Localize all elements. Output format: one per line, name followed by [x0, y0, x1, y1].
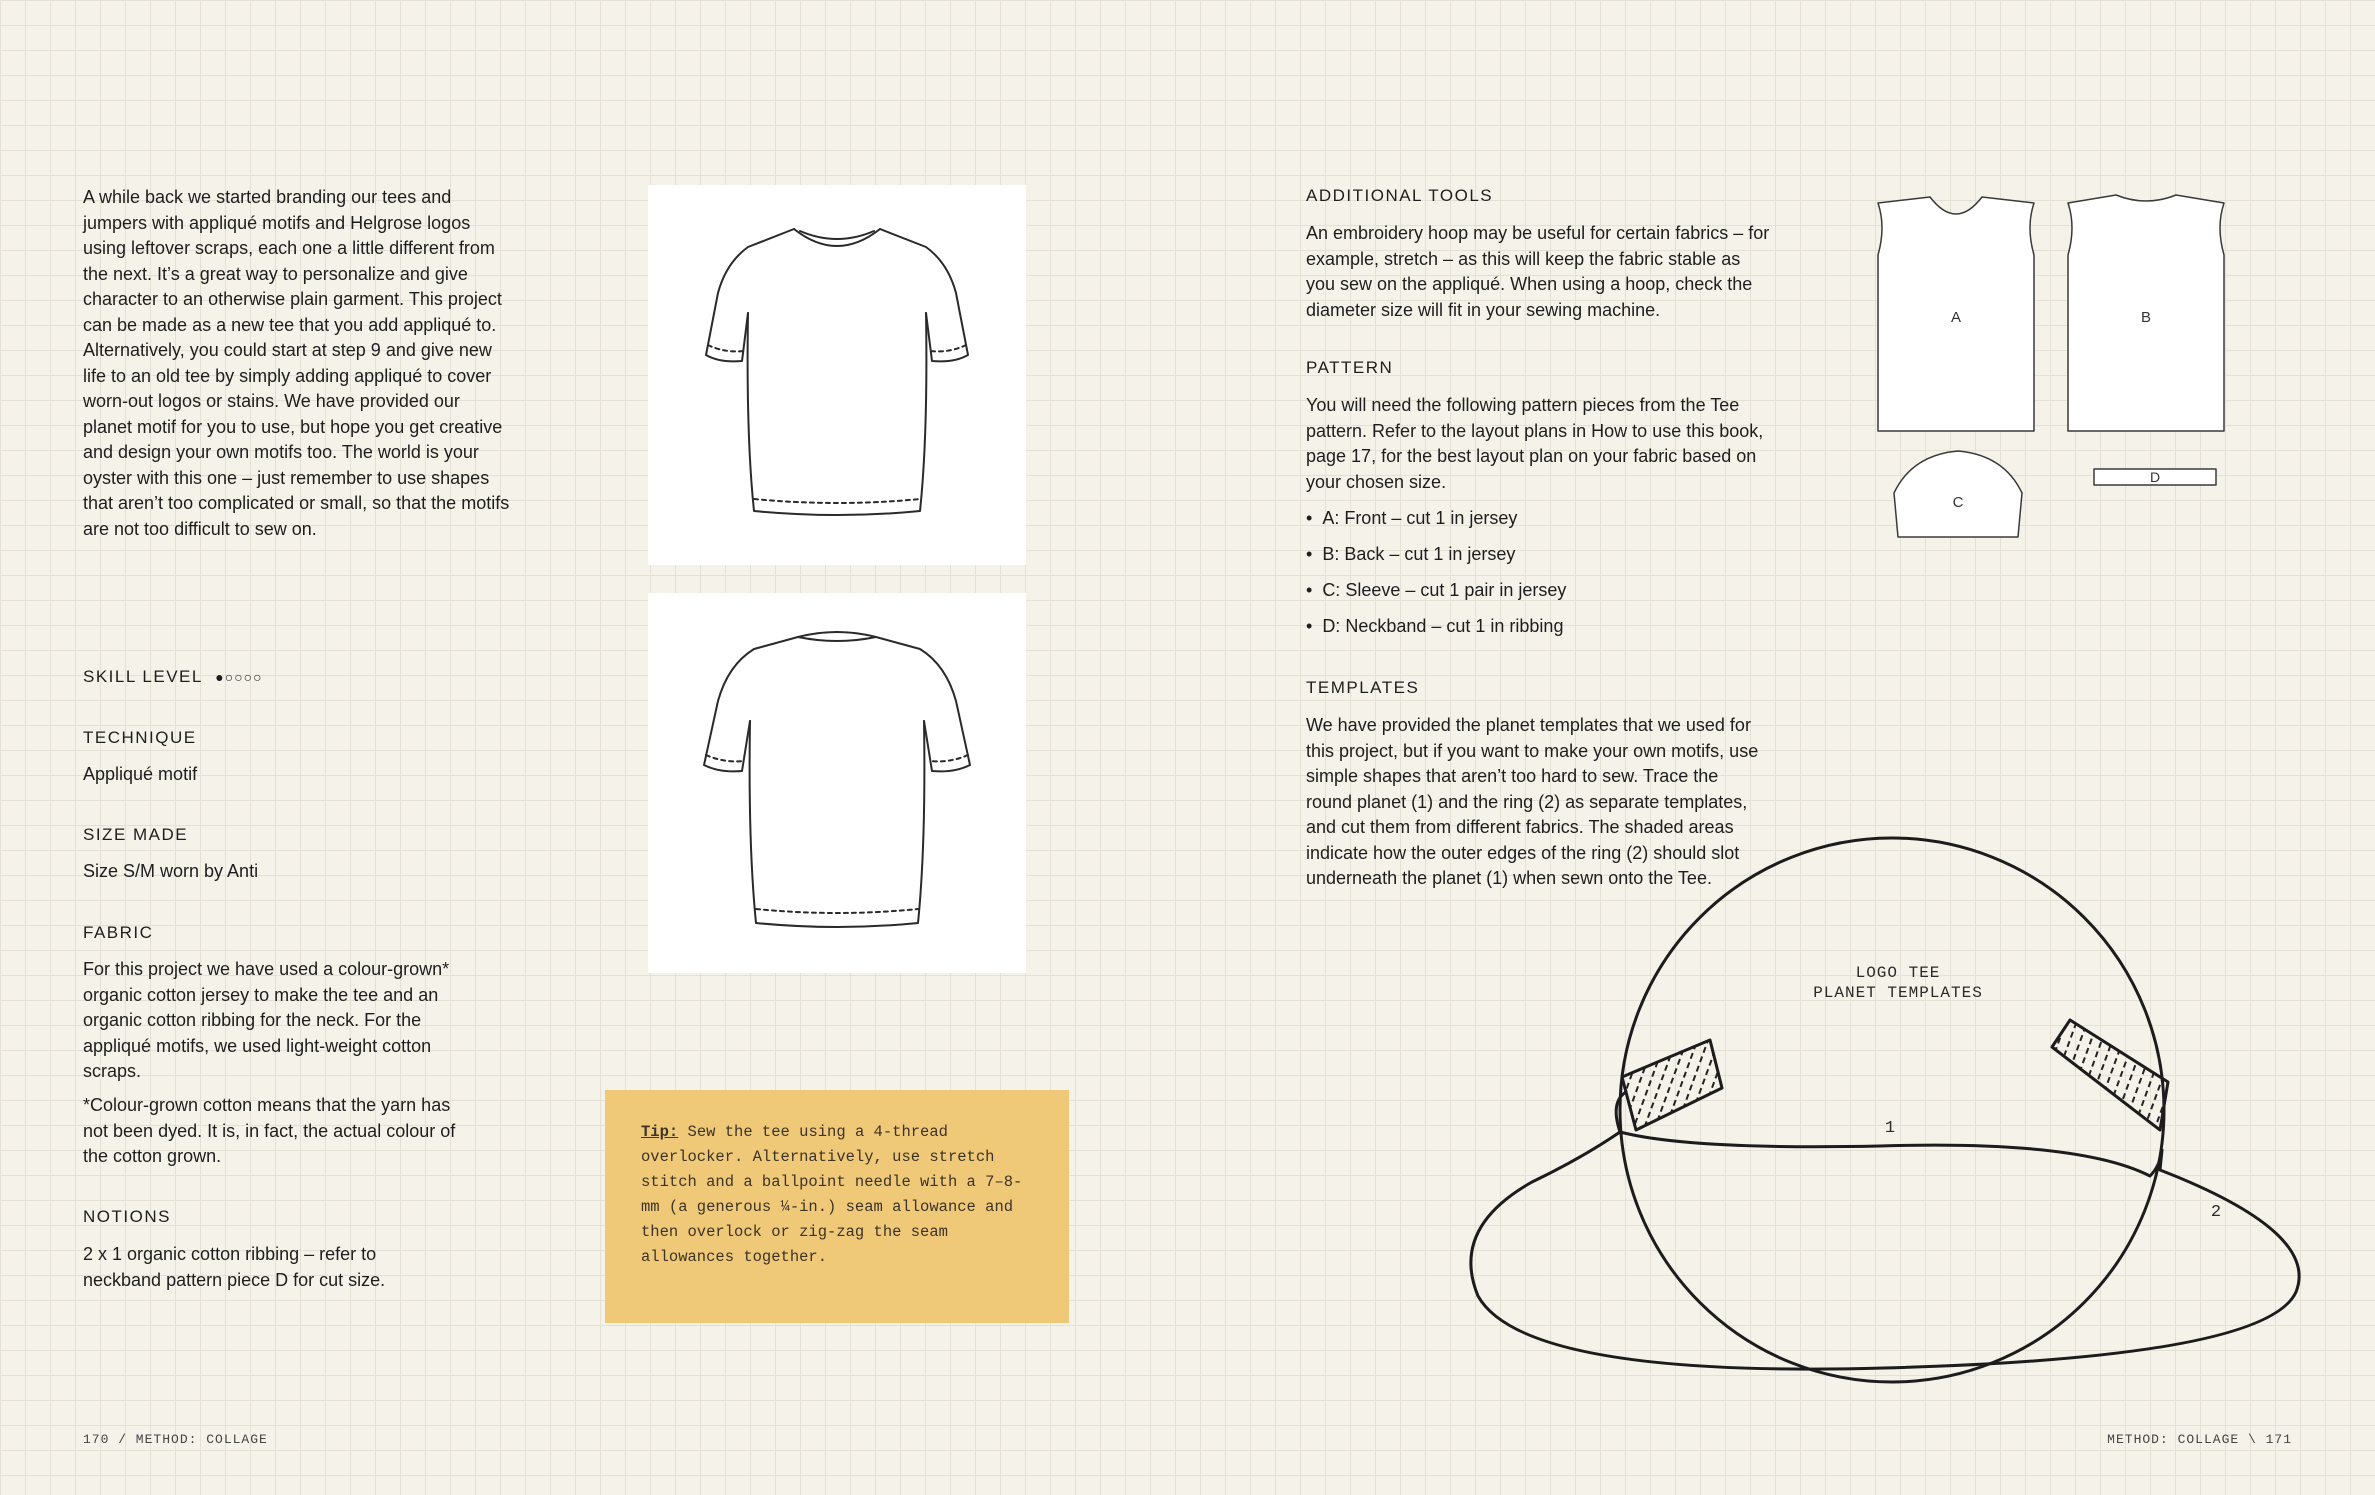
planet-label: 1 — [1884, 1119, 1896, 1138]
tip-label: Tip: — [641, 1123, 679, 1141]
template-title-line-1: LOGO TEE — [1855, 964, 1941, 982]
pattern-heading: PATTERN — [1306, 358, 1394, 377]
skill-level — [83, 667, 263, 687]
pattern-text: You will need the following pattern pieces from the Tee pattern. Refer to the layout plans in How to use this book, page 17, for the best layout plan on your fabric based on your chosen size. — [1306, 395, 1764, 492]
size-made-heading: SIZE MADE — [83, 825, 189, 844]
pattern-item-sleeve: • C: Sleeve – cut 1 pair in jersey — [1306, 578, 1766, 603]
templates-heading: TEMPLATES — [1306, 678, 1420, 697]
tip-text: Sew the tee using a 4-thread overlocker. Alternatively, use stretch stitch and a ballpoint needle with a 7–8-mm (a generous ¼-in.) seam allowance and then overlock or zig-zag the seam allowances together. — [641, 1123, 1023, 1266]
notions-heading: NOTIONS — [83, 1207, 171, 1226]
tee-back-sketch — [648, 593, 1026, 973]
fabric-footnote: *Colour-grown cotton means that the yarn has not been dyed. It is, in fact, the actual colour of the cotton grown. — [83, 1095, 456, 1166]
skill-level-label: SKILL LEVEL — [83, 667, 203, 686]
fabric-text: For this project we have used a colour-grown* organic cotton jersey to make the tee and an organic cotton ribbing for the neck. For the appliqué motifs, we used light-weight cotton scraps. — [83, 959, 450, 1081]
ring-label: 2 — [2210, 1203, 2222, 1222]
planet-template-diagram — [1460, 830, 2310, 1420]
pattern-pieces-list — [1306, 506, 1766, 650]
technique-text: Appliqué motif — [83, 764, 198, 784]
tee-front-drawing — [648, 185, 1026, 565]
pattern-piece-label-c: C — [1952, 494, 1964, 511]
notions-text: 2 x 1 organic cotton ribbing – refer to neckband pattern piece D for cut size. — [83, 1244, 386, 1290]
pattern-item-front: • A: Front – cut 1 in jersey — [1306, 506, 1766, 531]
tee-front-sketch — [648, 185, 1026, 565]
template-title-line-2: PLANET TEMPLATES — [1813, 984, 1983, 1002]
pattern-piece-label-a: A — [1950, 309, 1962, 326]
pattern-pieces-diagram — [1870, 185, 2250, 545]
planet-circle — [1620, 838, 2164, 1382]
tee-back-drawing — [648, 593, 1026, 973]
tip-content — [641, 1120, 1033, 1270]
right-page-footer: METHOD: COLLAGE \ 171 — [2107, 1432, 2292, 1447]
intro-paragraph: A while back we started branding our tees and jumpers with appliqué motifs and Helgrose logos using leftover scraps, each one a little different from the next. It’s a great way to personalize and give character to an otherwise plain garment. This project can be made as a new tee that you add appliqué to. Alternatively, you could start at step 9 and give new life to an old tee by simply adding appliqué to cover worn-out logos or stains. We have provided our planet motif for you to use, but hope you get creative and design your own motifs too. The world is your oyster with this one – just remember to use shapes that aren’t too complicated or small, so that the motifs are not too difficult to sew on. — [83, 187, 510, 539]
additional-tools-text: An embroidery hoop may be useful for certain fabrics – for example, stretch – as this will keep the fabric stable as you sew on the appliqué. When using a hoop, check the diameter size will fit in your sewing machine. — [1306, 223, 1770, 320]
left-page-footer: 170 / METHOD: COLLAGE — [83, 1432, 268, 1447]
skill-level-dots: ●○○○○ — [215, 669, 263, 685]
templates-text: We have provided the planet templates that we used for this project, but if you want to make your own motifs, use simple shapes that aren’t too hard to sew. Trace the round planet (1) and the ring (2) as separate templates, and cut them from different fabrics. The shaded areas indicate how the outer edges of the ring (2) should slot underneath the planet (1) when sewn onto the Tee. — [1306, 715, 1759, 888]
pattern-piece-label-d: D — [2149, 469, 2161, 485]
fabric-heading: FABRIC — [83, 923, 154, 942]
ring-overlap-left — [1622, 1040, 1722, 1130]
pattern-piece-label-b: B — [2140, 309, 2152, 326]
pattern-item-neckband: • D: Neckband – cut 1 in ribbing — [1306, 614, 1766, 639]
ring-overlap-right — [2052, 1020, 2168, 1130]
tip-box — [605, 1090, 1069, 1323]
pattern-item-back: • B: Back – cut 1 in jersey — [1306, 542, 1766, 567]
technique-heading: TECHNIQUE — [83, 728, 197, 747]
ring-outline — [1471, 1132, 2299, 1369]
size-made-text: Size S/M worn by Anti — [83, 861, 259, 881]
additional-tools-heading: ADDITIONAL TOOLS — [1306, 186, 1494, 205]
